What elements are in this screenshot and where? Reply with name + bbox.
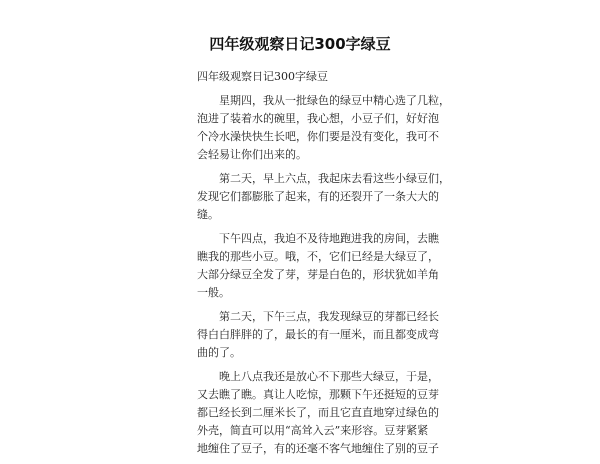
paragraph-line: 又去瞧了瞧。真让人吃惊，那颗下午还挺短的豆芽: [197, 388, 439, 401]
paragraph-line: 地缠住了豆子，有的还毫不客气地缠住了别的豆子: [197, 442, 439, 455]
paragraph-line: 会轻易让你们出来的。: [197, 148, 307, 161]
paragraph: [197, 92, 450, 164]
paragraph-line: 缝。: [197, 208, 219, 221]
paragraph-line: 第二天，下午三点，我发现绿豆的芽都已经长: [219, 310, 439, 323]
paragraph-line: 外壳，简直可以用“高耸入云”来形容。豆芽紧紧: [197, 424, 429, 437]
paragraph-line: 都已经长到二厘米长了，而且它直直地穿过绿色的: [197, 406, 439, 419]
paragraph-line: 得白白胖胖的了，最长的有一厘米，而且都变成弯: [197, 328, 439, 341]
paragraph: [197, 230, 439, 302]
page-title: 四年级观察日记300字绿豆: [209, 35, 391, 53]
paragraph: [197, 368, 439, 458]
paragraph-line: 晚上八点我还是放心不下那些大绿豆，于是，: [219, 370, 439, 383]
paragraph-line: 泡进了装着水的碗里，我心想，小豆子们，好好泡: [197, 112, 439, 125]
paragraph-line: 大部分绿豆全发了芽，芽是白色的，形状犹如羊角: [197, 268, 439, 281]
paragraph-line: 发现它们都膨胀了起来，有的还裂开了一条大大的: [197, 190, 439, 203]
paragraph-line: 一般。: [197, 286, 230, 299]
paragraph: [197, 308, 439, 362]
article-subtitle: 四年级观察日记300字绿豆: [197, 70, 328, 83]
paragraph-line: 个冷水澡快快生长吧，你们要是没有变化，我可不: [197, 130, 439, 143]
paragraph: [197, 170, 450, 224]
paragraph-line: 下午四点，我迫不及待地跑进我的房间，去瞧: [219, 232, 439, 245]
paragraph-line: 第二天，早上六点，我起床去看这些小绿豆们，: [219, 172, 450, 185]
article-body: [197, 68, 450, 464]
paragraph-line: 曲的了。: [197, 346, 241, 359]
paragraph-line: 星期四，我从一批绿色的绿豆中精心选了几粒，: [219, 94, 450, 107]
paragraph-line: 瞧我的那些小豆。哦，不，它们已经是大绿豆了，: [197, 250, 439, 263]
